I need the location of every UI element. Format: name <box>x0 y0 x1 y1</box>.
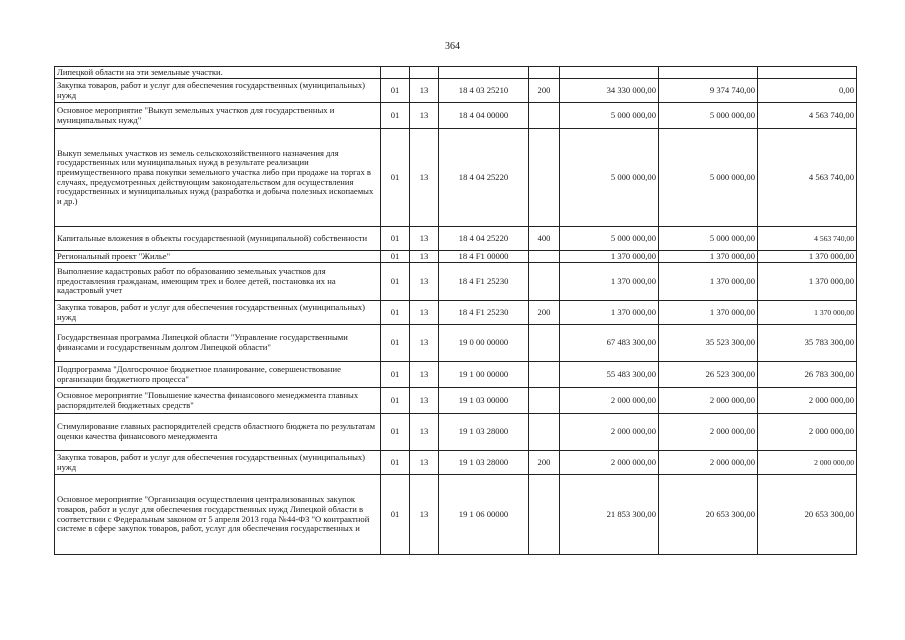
cell-subsection: 13 <box>410 103 439 129</box>
table-row <box>55 388 857 414</box>
cell-amount-2: 5 000 000,00 <box>659 103 758 129</box>
cell-name: Закупка товаров, работ и услуг для обеспечения государственных (муниципальных) нужд <box>55 79 381 103</box>
table-row <box>55 263 857 301</box>
cell-amount-1: 2 000 000,00 <box>560 451 659 475</box>
cell-subsection: 13 <box>410 227 439 251</box>
cell-section: 01 <box>381 301 410 325</box>
cell-amount-1: 1 370 000,00 <box>560 251 659 263</box>
cell-amount-3: 4 563 740,00 <box>758 103 857 129</box>
table-row <box>55 67 857 79</box>
cell-name: Выкуп земельных участков из земель сельскохозяйственного назначения для государственных или муниципальных нужд в результате реализации преимущественного права покупки земельного участка либо при продаже на торгах в случаях, предусмотренных действующим законодательством для осуществления государственных и муниципальных нужд (разработка и добыча полезных ископаемых и др.) <box>55 129 381 227</box>
cell-subsection: 13 <box>410 301 439 325</box>
cell-name: Стимулирование главных распорядителей средств областного бюджета по результатам оценки качества финансового менеджмента <box>55 414 381 451</box>
cell-amount-2: 2 000 000,00 <box>659 451 758 475</box>
cell-amount-3: 2 000 000,00 <box>758 451 857 475</box>
cell-amount-3: 1 370 000,00 <box>758 263 857 301</box>
cell-amount-1: 5 000 000,00 <box>560 129 659 227</box>
cell-amount-1: 2 000 000,00 <box>560 414 659 451</box>
cell-amount-3: 20 653 300,00 <box>758 475 857 555</box>
cell-section: 01 <box>381 251 410 263</box>
cell-amount-3: 35 783 300,00 <box>758 325 857 362</box>
cell-subsection: 13 <box>410 362 439 388</box>
cell-target-code: 18 4 04 00000 <box>439 103 529 129</box>
cell-subsection: 13 <box>410 475 439 555</box>
cell-expense-type <box>529 67 560 79</box>
cell-expense-type <box>529 129 560 227</box>
cell-section: 01 <box>381 79 410 103</box>
cell-amount-2: 5 000 000,00 <box>659 129 758 227</box>
cell-expense-type: 200 <box>529 79 560 103</box>
cell-amount-2: 5 000 000,00 <box>659 227 758 251</box>
cell-amount-2: 9 374 740,00 <box>659 79 758 103</box>
cell-target-code: 18 4 04 25220 <box>439 227 529 251</box>
cell-subsection: 13 <box>410 251 439 263</box>
cell-amount-1: 34 330 000,00 <box>560 79 659 103</box>
cell-target-code: 19 1 00 00000 <box>439 362 529 388</box>
cell-section: 01 <box>381 227 410 251</box>
table-row <box>55 325 857 362</box>
cell-amount-2: 26 523 300,00 <box>659 362 758 388</box>
cell-amount-1: 5 000 000,00 <box>560 227 659 251</box>
cell-target-code: 19 1 06 00000 <box>439 475 529 555</box>
cell-amount-1: 55 483 300,00 <box>560 362 659 388</box>
cell-subsection <box>410 67 439 79</box>
cell-section: 01 <box>381 451 410 475</box>
table-row <box>55 227 857 251</box>
cell-amount-3: 0,00 <box>758 79 857 103</box>
cell-amount-1: 5 000 000,00 <box>560 103 659 129</box>
cell-amount-1: 67 483 300,00 <box>560 325 659 362</box>
cell-subsection: 13 <box>410 388 439 414</box>
cell-amount-3: 2 000 000,00 <box>758 388 857 414</box>
cell-target-code: 19 1 03 00000 <box>439 388 529 414</box>
cell-subsection: 13 <box>410 325 439 362</box>
cell-target-code: 19 1 03 28000 <box>439 414 529 451</box>
cell-section: 01 <box>381 103 410 129</box>
cell-target-code <box>439 67 529 79</box>
cell-amount-3: 1 370 000,00 <box>758 301 857 325</box>
cell-subsection: 13 <box>410 414 439 451</box>
cell-section: 01 <box>381 129 410 227</box>
cell-name: Основное мероприятие "Повышение качества финансового менеджмента главных распорядителей бюджетных средств" <box>55 388 381 414</box>
cell-section: 01 <box>381 325 410 362</box>
table-row <box>55 103 857 129</box>
cell-name: Капитальные вложения в объекты государственной (муниципальной) собственности <box>55 227 381 251</box>
cell-expense-type <box>529 362 560 388</box>
cell-amount-2: 20 653 300,00 <box>659 475 758 555</box>
table-body <box>55 67 857 555</box>
cell-expense-type: 200 <box>529 451 560 475</box>
cell-amount-2: 1 370 000,00 <box>659 301 758 325</box>
table-row <box>55 129 857 227</box>
cell-name: Основное мероприятие "Выкуп земельных участков для государственных и муниципальных нужд" <box>55 103 381 129</box>
cell-amount-3: 26 783 300,00 <box>758 362 857 388</box>
table-row <box>55 301 857 325</box>
cell-section: 01 <box>381 362 410 388</box>
cell-section <box>381 67 410 79</box>
cell-name: Выполнение кадастровых работ по образованию земельных участков для предоставления гражданам, имеющим трех и более детей, постановка их на кадастровый учет <box>55 263 381 301</box>
cell-expense-type <box>529 103 560 129</box>
table-row <box>55 362 857 388</box>
cell-name: Основное мероприятие "Организация осуществления централизованных закупок товаров, работ и услуг для обеспечения государственных нужд Липецкой области в соответствии с Федеральным законом от 5 апреля 2013 года №44-ФЗ "О контрактной системе в сфере закупок товаров, работ, услуг для обеспечения государственных и <box>55 475 381 555</box>
cell-amount-1: 21 853 300,00 <box>560 475 659 555</box>
cell-amount-2: 1 370 000,00 <box>659 251 758 263</box>
page-number: 364 <box>445 41 460 52</box>
cell-amount-3: 4 563 740,00 <box>758 129 857 227</box>
cell-section: 01 <box>381 388 410 414</box>
cell-amount-2: 2 000 000,00 <box>659 414 758 451</box>
cell-expense-type <box>529 263 560 301</box>
cell-amount-3 <box>758 67 857 79</box>
cell-amount-2: 2 000 000,00 <box>659 388 758 414</box>
cell-subsection: 13 <box>410 79 439 103</box>
cell-expense-type <box>529 475 560 555</box>
cell-expense-type <box>529 388 560 414</box>
cell-amount-3: 1 370 000,00 <box>758 251 857 263</box>
cell-target-code: 18 4 F1 00000 <box>439 251 529 263</box>
cell-amount-1: 1 370 000,00 <box>560 263 659 301</box>
cell-section: 01 <box>381 263 410 301</box>
cell-expense-type <box>529 251 560 263</box>
cell-expense-type: 200 <box>529 301 560 325</box>
cell-name: Закупка товаров, работ и услуг для обеспечения государственных (муниципальных) нужд <box>55 301 381 325</box>
table-row <box>55 414 857 451</box>
table-row <box>55 475 857 555</box>
cell-target-code: 19 1 03 28000 <box>439 451 529 475</box>
table-row <box>55 451 857 475</box>
cell-amount-2: 35 523 300,00 <box>659 325 758 362</box>
cell-subsection: 13 <box>410 451 439 475</box>
cell-name: Закупка товаров, работ и услуг для обеспечения государственных (муниципальных) нужд <box>55 451 381 475</box>
table-row <box>55 79 857 103</box>
cell-name: Государственная программа Липецкой области "Управление государственными финансами и государственным долгом Липецкой области" <box>55 325 381 362</box>
cell-target-code: 18 4 F1 25230 <box>439 263 529 301</box>
table-row <box>55 251 857 263</box>
budget-table <box>54 66 857 555</box>
cell-amount-1: 2 000 000,00 <box>560 388 659 414</box>
cell-amount-2: 1 370 000,00 <box>659 263 758 301</box>
cell-target-code: 18 4 F1 25230 <box>439 301 529 325</box>
cell-name: Региональный проект "Жилье" <box>55 251 381 263</box>
cell-amount-2 <box>659 67 758 79</box>
cell-amount-1 <box>560 67 659 79</box>
cell-name: Липецкой области на эти земельные участки. <box>55 67 381 79</box>
cell-name: Подпрограмма "Долгосрочное бюджетное планирование, совершенствование организации бюджетного процесса" <box>55 362 381 388</box>
cell-amount-3: 2 000 000,00 <box>758 414 857 451</box>
cell-target-code: 18 4 04 25220 <box>439 129 529 227</box>
cell-expense-type: 400 <box>529 227 560 251</box>
cell-subsection: 13 <box>410 263 439 301</box>
cell-amount-1: 1 370 000,00 <box>560 301 659 325</box>
cell-section: 01 <box>381 475 410 555</box>
cell-expense-type <box>529 414 560 451</box>
cell-expense-type <box>529 325 560 362</box>
cell-section: 01 <box>381 414 410 451</box>
cell-target-code: 19 0 00 00000 <box>439 325 529 362</box>
cell-target-code: 18 4 03 25210 <box>439 79 529 103</box>
cell-amount-3: 4 563 740,00 <box>758 227 857 251</box>
cell-subsection: 13 <box>410 129 439 227</box>
